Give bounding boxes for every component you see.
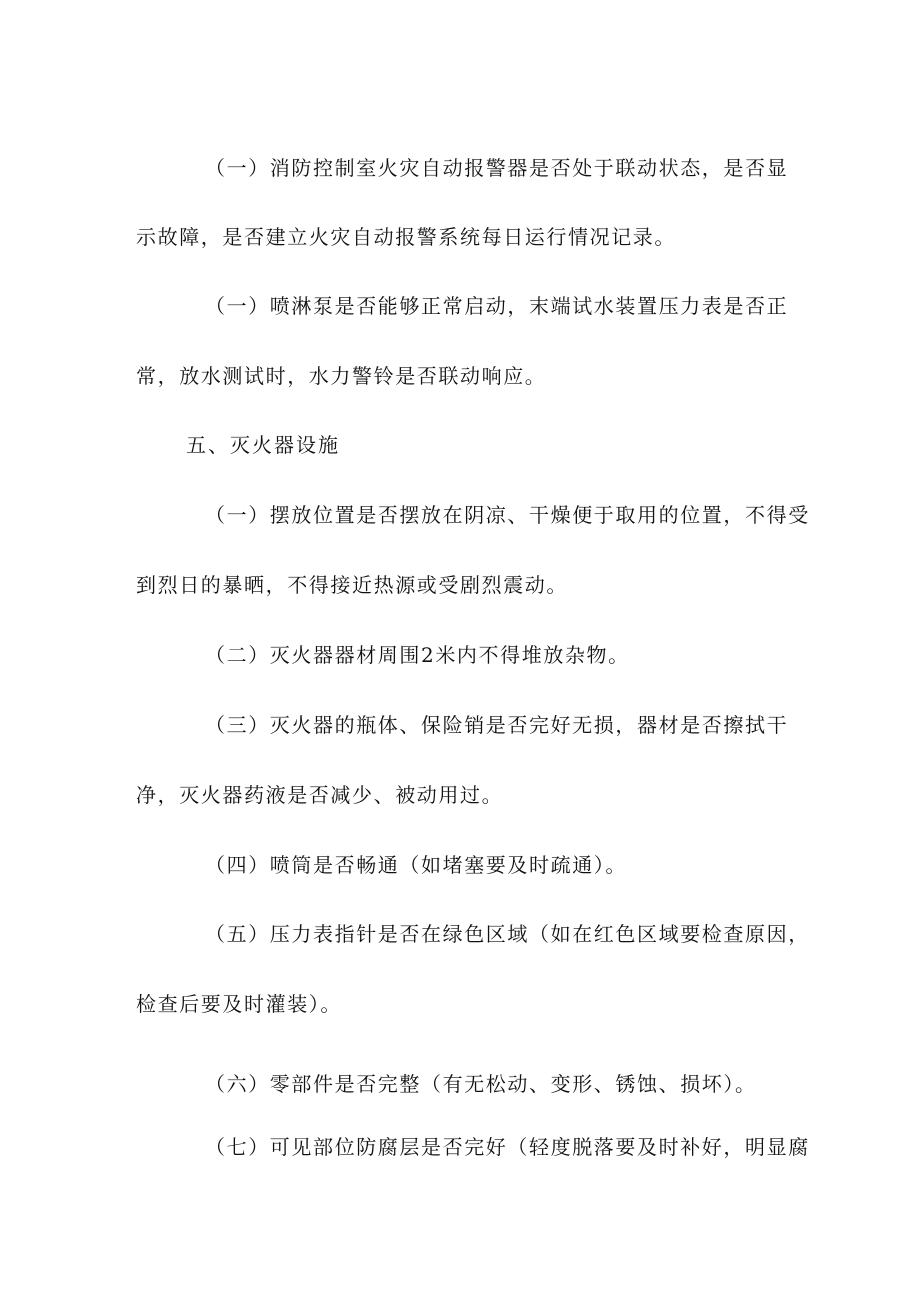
paragraph-line: （六）零部件是否完整（有无松动、变形、锈蚀、损坏）。 [205,1072,757,1096]
paragraph-line: （一）消防控制室火灾自动报警器是否处于联动状态，是否显 [205,156,789,180]
paragraph-line: （二）灭火器器材周围2米内不得堆放杂物。 [205,643,630,667]
paragraph-line: （四）喷筒是否畅通（如堵塞要及时疏通）。 [205,853,627,877]
paragraph-line: 示故障，是否建立火灾自动报警系统每日运行情况记录。 [136,225,676,249]
paragraph-line: （七）可见部位防腐层是否完好（轻度脱落要及时补好，明显腐 [205,1135,810,1159]
paragraph-line: （一）喷淋泵是否能够正常启动，末端试水装置压力表是否正 [205,294,789,318]
paragraph-line: （一）摆放位置是否摆放在阴凉、干燥便于取用的位置，不得受 [205,503,810,527]
section-heading: 五、灭火器设施 [186,433,340,457]
paragraph-line: 常，放水测试时，水力警铃是否联动响应。 [136,364,547,388]
paragraph-line: 检查后要及时灌装）。 [136,992,342,1016]
paragraph-line: 净，灭火器药液是否减少、被动用过。 [136,783,504,807]
paragraph-line: （五）压力表指针是否在绿色区域（如在红色区域要检查原因， [205,922,810,946]
paragraph-line: 到烈日的暴晒，不得接近热源或受剧烈震动。 [136,573,568,597]
paragraph-line: （三）灭火器的瓶体、保险销是否完好无损，器材是否擦拭干 [205,713,789,737]
